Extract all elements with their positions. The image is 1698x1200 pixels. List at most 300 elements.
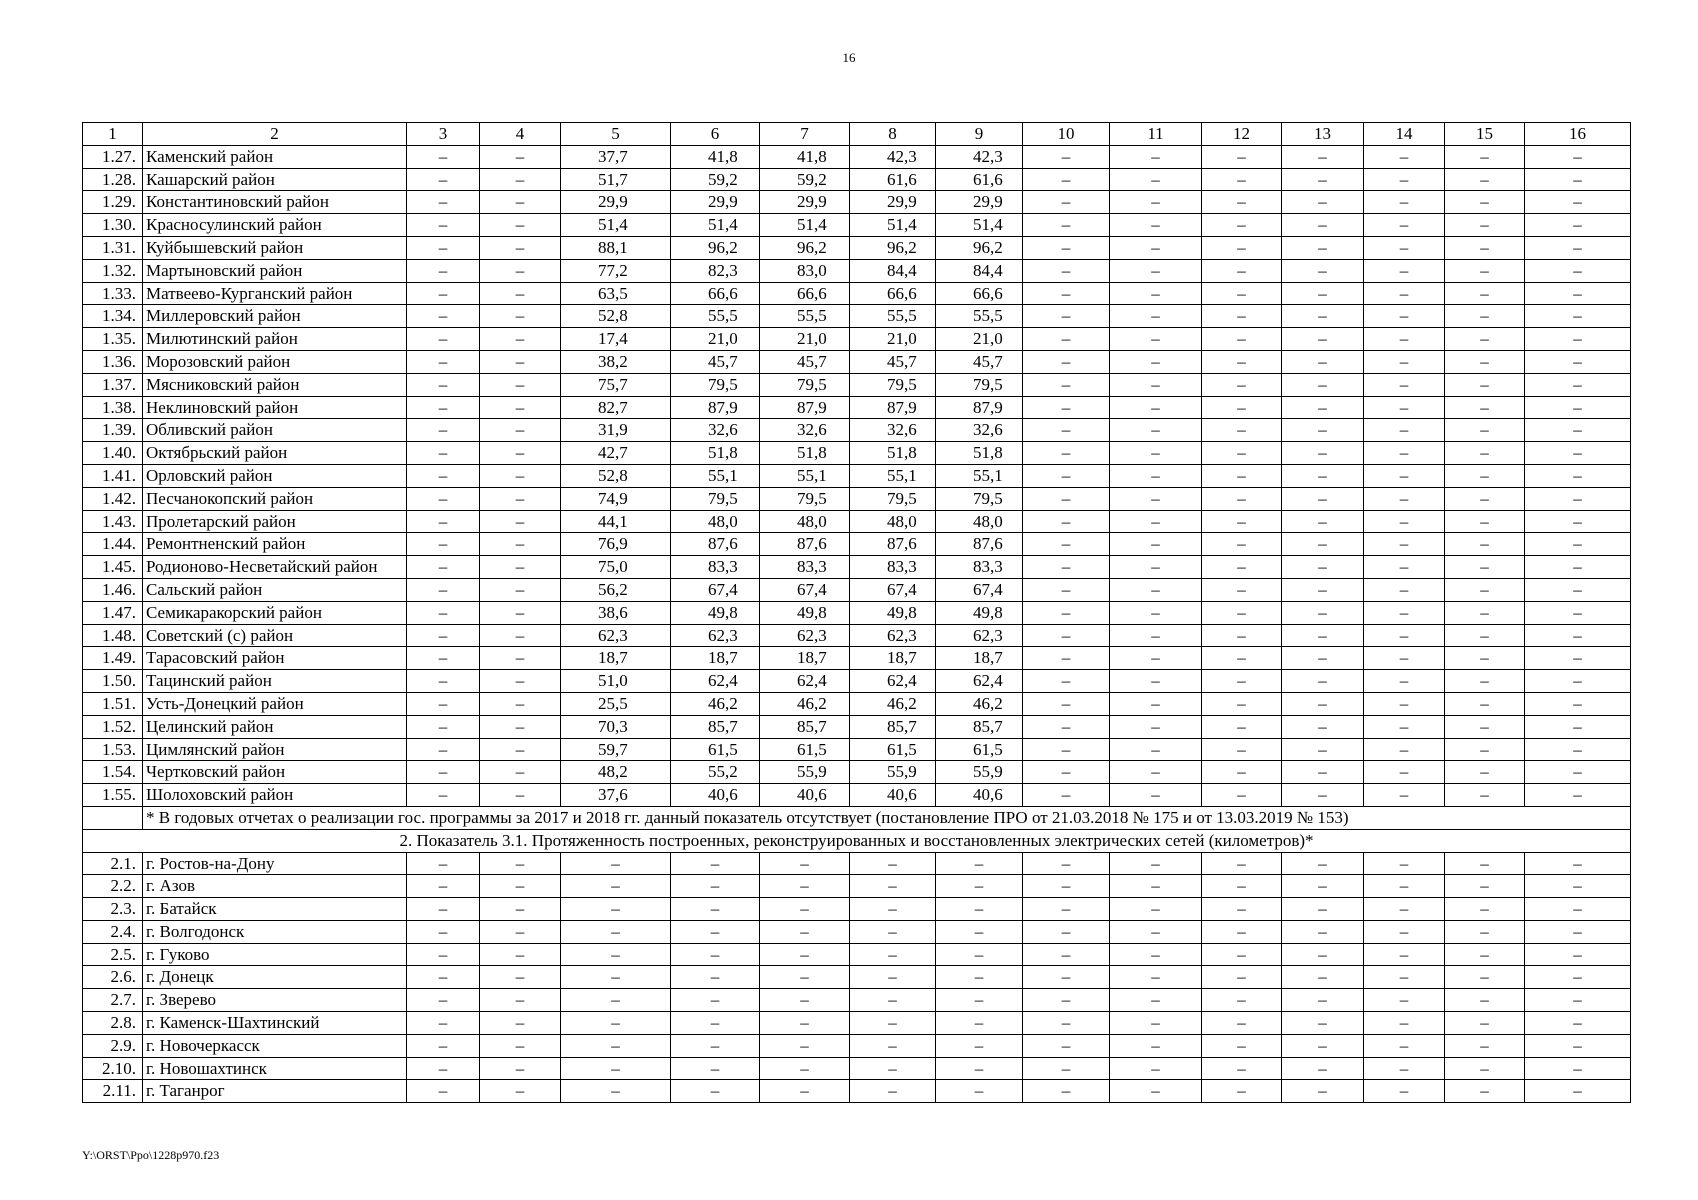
- dash-cell: –: [1525, 1012, 1631, 1035]
- dash-cell: –: [407, 920, 480, 943]
- row-number: 1.30.: [83, 214, 143, 237]
- value-cell: 62,4: [936, 670, 1023, 693]
- dash-cell: –: [1202, 1034, 1282, 1057]
- dash-cell: –: [1023, 487, 1110, 510]
- dash-cell: –: [1202, 556, 1282, 579]
- value-cell: 55,2: [671, 761, 760, 784]
- row-number: 1.40.: [83, 442, 143, 465]
- row-number: 2.1.: [83, 852, 143, 875]
- dash-cell: –: [850, 989, 936, 1012]
- value-cell: 87,9: [671, 396, 760, 419]
- dash-cell: –: [671, 1080, 760, 1103]
- value-cell: 32,6: [671, 419, 760, 442]
- dash-cell: –: [1364, 282, 1445, 305]
- dash-cell: –: [407, 510, 480, 533]
- dash-cell: –: [1445, 943, 1525, 966]
- dash-cell: –: [1202, 601, 1282, 624]
- table-row: [83, 442, 1631, 465]
- dash-cell: –: [1110, 442, 1202, 465]
- value-cell: 18,7: [760, 647, 850, 670]
- dash-cell: –: [1364, 328, 1445, 351]
- dash-cell: –: [1110, 898, 1202, 921]
- value-cell: 83,3: [936, 556, 1023, 579]
- dash-cell: –: [1364, 487, 1445, 510]
- dash-cell: –: [1364, 510, 1445, 533]
- dash-cell: –: [1364, 305, 1445, 328]
- dash-cell: –: [407, 145, 480, 168]
- dash-cell: –: [407, 670, 480, 693]
- table-row: [83, 761, 1631, 784]
- dash-cell: –: [407, 533, 480, 556]
- dash-cell: –: [1525, 647, 1631, 670]
- dash-cell: –: [1525, 282, 1631, 305]
- value-cell: 83,3: [760, 556, 850, 579]
- dash-cell: –: [1525, 305, 1631, 328]
- value-cell: 48,0: [936, 510, 1023, 533]
- dash-cell: –: [1202, 578, 1282, 601]
- dash-cell: –: [1445, 1057, 1525, 1080]
- row-number: 1.31.: [83, 236, 143, 259]
- dash-cell: –: [1364, 624, 1445, 647]
- value-cell: 45,7: [850, 350, 936, 373]
- dash-cell: –: [1445, 396, 1525, 419]
- dash-cell: –: [1023, 670, 1110, 693]
- row-number: 1.35.: [83, 328, 143, 351]
- dash-cell: –: [1445, 852, 1525, 875]
- value-cell: 21,0: [760, 328, 850, 351]
- dash-cell: –: [760, 875, 850, 898]
- table-row: [83, 738, 1631, 761]
- row-name: Орловский район: [143, 464, 407, 487]
- dash-cell: –: [1525, 145, 1631, 168]
- dash-cell: –: [936, 852, 1023, 875]
- value-cell: 59,2: [671, 168, 760, 191]
- dash-cell: –: [1202, 328, 1282, 351]
- column-header: 11: [1110, 123, 1202, 146]
- row-name: г. Волгодонск: [143, 920, 407, 943]
- dash-cell: –: [407, 556, 480, 579]
- table-row: [83, 1080, 1631, 1103]
- value-cell: 87,9: [850, 396, 936, 419]
- dash-cell: –: [1364, 396, 1445, 419]
- dash-cell: –: [1023, 1057, 1110, 1080]
- dash-cell: –: [1445, 282, 1525, 305]
- dash-cell: –: [1445, 624, 1525, 647]
- table-row: [83, 145, 1631, 168]
- dash-cell: –: [1445, 784, 1525, 807]
- dash-cell: –: [1525, 510, 1631, 533]
- dash-cell: –: [480, 738, 561, 761]
- value-cell: 40,6: [671, 784, 760, 807]
- dash-cell: –: [1364, 966, 1445, 989]
- dash-cell: –: [1110, 670, 1202, 693]
- dash-cell: –: [1525, 601, 1631, 624]
- dash-cell: –: [407, 396, 480, 419]
- dash-cell: –: [850, 898, 936, 921]
- value-cell: 48,0: [760, 510, 850, 533]
- column-header: 13: [1282, 123, 1364, 146]
- dash-cell: –: [480, 464, 561, 487]
- value-cell: 38,2: [561, 350, 671, 373]
- dash-cell: –: [407, 898, 480, 921]
- value-cell: 79,5: [850, 373, 936, 396]
- dash-cell: –: [1445, 1012, 1525, 1035]
- row-number: 1.28.: [83, 168, 143, 191]
- dash-cell: –: [480, 487, 561, 510]
- value-cell: 32,6: [850, 419, 936, 442]
- dash-cell: –: [1282, 989, 1364, 1012]
- dash-cell: –: [1110, 852, 1202, 875]
- table-row: [83, 647, 1631, 670]
- row-name: г. Батайск: [143, 898, 407, 921]
- dash-cell: –: [1023, 875, 1110, 898]
- dash-cell: –: [936, 943, 1023, 966]
- value-cell: 48,2: [561, 761, 671, 784]
- dash-cell: –: [671, 989, 760, 1012]
- row-number: 2.4.: [83, 920, 143, 943]
- row-number: 1.46.: [83, 578, 143, 601]
- dash-cell: –: [1364, 1034, 1445, 1057]
- dash-cell: –: [1110, 168, 1202, 191]
- row-number: 2.8.: [83, 1012, 143, 1035]
- value-cell: 79,5: [936, 487, 1023, 510]
- row-name: Октябрьский район: [143, 442, 407, 465]
- dash-cell: –: [407, 350, 480, 373]
- dash-cell: –: [1110, 966, 1202, 989]
- dash-cell: –: [1282, 442, 1364, 465]
- value-cell: 46,2: [936, 692, 1023, 715]
- dash-cell: –: [1525, 966, 1631, 989]
- dash-cell: –: [1364, 784, 1445, 807]
- dash-cell: –: [1110, 1012, 1202, 1035]
- dash-cell: –: [1525, 396, 1631, 419]
- column-header: 2: [143, 123, 407, 146]
- dash-cell: –: [407, 692, 480, 715]
- value-cell: 17,4: [561, 328, 671, 351]
- dash-cell: –: [1023, 989, 1110, 1012]
- row-name: Чертковский район: [143, 761, 407, 784]
- column-header: 14: [1364, 123, 1445, 146]
- value-cell: 62,3: [936, 624, 1023, 647]
- value-cell: 66,6: [671, 282, 760, 305]
- row-number: 1.54.: [83, 761, 143, 784]
- dash-cell: –: [1202, 943, 1282, 966]
- dash-cell: –: [1110, 328, 1202, 351]
- dash-cell: –: [407, 966, 480, 989]
- dash-cell: –: [1525, 168, 1631, 191]
- dash-cell: –: [1525, 419, 1631, 442]
- dash-cell: –: [1023, 556, 1110, 579]
- dash-cell: –: [1445, 373, 1525, 396]
- dash-cell: –: [480, 396, 561, 419]
- value-cell: 21,0: [936, 328, 1023, 351]
- row-name: Кашарский район: [143, 168, 407, 191]
- value-cell: 44,1: [561, 510, 671, 533]
- dash-cell: –: [1202, 1057, 1282, 1080]
- dash-cell: –: [1282, 624, 1364, 647]
- dash-cell: –: [1202, 145, 1282, 168]
- dash-cell: –: [1282, 282, 1364, 305]
- value-cell: 51,8: [850, 442, 936, 465]
- row-name: г. Донецк: [143, 966, 407, 989]
- value-cell: 29,9: [561, 191, 671, 214]
- value-cell: 79,5: [671, 373, 760, 396]
- district-rows: [83, 145, 1631, 806]
- dash-cell: –: [1110, 715, 1202, 738]
- dash-cell: –: [1110, 1057, 1202, 1080]
- dash-cell: –: [1525, 715, 1631, 738]
- dash-cell: –: [1445, 692, 1525, 715]
- column-header: 10: [1023, 123, 1110, 146]
- row-name: г. Новошахтинск: [143, 1057, 407, 1080]
- dash-cell: –: [1364, 578, 1445, 601]
- dash-cell: –: [1525, 738, 1631, 761]
- dash-cell: –: [561, 898, 671, 921]
- dash-cell: –: [1282, 556, 1364, 579]
- row-number: 2.6.: [83, 966, 143, 989]
- value-cell: 82,3: [671, 259, 760, 282]
- dash-cell: –: [561, 989, 671, 1012]
- value-cell: 48,0: [850, 510, 936, 533]
- dash-cell: –: [1445, 556, 1525, 579]
- table-row: [83, 966, 1631, 989]
- table-row: [83, 624, 1631, 647]
- dash-cell: –: [1202, 761, 1282, 784]
- value-cell: 67,4: [760, 578, 850, 601]
- column-header: 4: [480, 123, 561, 146]
- dash-cell: –: [561, 966, 671, 989]
- dash-cell: –: [407, 738, 480, 761]
- dash-cell: –: [407, 578, 480, 601]
- dash-cell: –: [760, 920, 850, 943]
- table-row: [83, 350, 1631, 373]
- dash-cell: –: [1525, 784, 1631, 807]
- dash-cell: –: [1023, 396, 1110, 419]
- dash-cell: –: [407, 1034, 480, 1057]
- dash-cell: –: [1202, 920, 1282, 943]
- dash-cell: –: [1202, 966, 1282, 989]
- value-cell: 55,1: [671, 464, 760, 487]
- row-number: 1.47.: [83, 601, 143, 624]
- dash-cell: –: [480, 510, 561, 533]
- dash-cell: –: [1202, 510, 1282, 533]
- dash-cell: –: [1282, 191, 1364, 214]
- dash-cell: –: [760, 1057, 850, 1080]
- table-row: [83, 373, 1631, 396]
- dash-cell: –: [1202, 1012, 1282, 1035]
- dash-cell: –: [480, 624, 561, 647]
- value-cell: 61,5: [760, 738, 850, 761]
- dash-cell: –: [1364, 259, 1445, 282]
- row-name: Милютинский район: [143, 328, 407, 351]
- table-row: [83, 875, 1631, 898]
- value-cell: 96,2: [850, 236, 936, 259]
- dash-cell: –: [1023, 601, 1110, 624]
- dash-cell: –: [480, 670, 561, 693]
- dash-cell: –: [1110, 1034, 1202, 1057]
- row-name: г. Азов: [143, 875, 407, 898]
- dash-cell: –: [1110, 419, 1202, 442]
- value-cell: 55,9: [850, 761, 936, 784]
- value-cell: 51,8: [936, 442, 1023, 465]
- value-cell: 18,7: [671, 647, 760, 670]
- row-name: г. Новочеркасск: [143, 1034, 407, 1057]
- dash-cell: –: [1364, 670, 1445, 693]
- value-cell: 74,9: [561, 487, 671, 510]
- dash-cell: –: [407, 715, 480, 738]
- dash-cell: –: [1202, 396, 1282, 419]
- dash-cell: –: [1110, 282, 1202, 305]
- dash-cell: –: [1282, 350, 1364, 373]
- value-cell: 41,8: [760, 145, 850, 168]
- table-row: [83, 1057, 1631, 1080]
- dash-cell: –: [407, 191, 480, 214]
- value-cell: 59,2: [760, 168, 850, 191]
- row-number: 1.55.: [83, 784, 143, 807]
- table-row: [83, 191, 1631, 214]
- value-cell: 67,4: [936, 578, 1023, 601]
- table-row: [83, 989, 1631, 1012]
- row-name: Родионово-Несветайский район: [143, 556, 407, 579]
- dash-cell: –: [1525, 259, 1631, 282]
- dash-cell: –: [671, 966, 760, 989]
- dash-cell: –: [1282, 464, 1364, 487]
- dash-cell: –: [1364, 1012, 1445, 1035]
- column-header: 5: [561, 123, 671, 146]
- value-cell: 25,5: [561, 692, 671, 715]
- dash-cell: –: [1110, 373, 1202, 396]
- row-name: Тарасовский район: [143, 647, 407, 670]
- row-name: Сальский район: [143, 578, 407, 601]
- dash-cell: –: [1364, 533, 1445, 556]
- dash-cell: –: [480, 236, 561, 259]
- dash-cell: –: [480, 989, 561, 1012]
- row-number: 1.34.: [83, 305, 143, 328]
- value-cell: 32,6: [760, 419, 850, 442]
- value-cell: 85,7: [850, 715, 936, 738]
- dash-cell: –: [407, 852, 480, 875]
- table-row: [83, 464, 1631, 487]
- dash-cell: –: [480, 282, 561, 305]
- dash-cell: –: [1110, 191, 1202, 214]
- dash-cell: –: [1110, 875, 1202, 898]
- value-cell: 61,5: [671, 738, 760, 761]
- value-cell: 79,5: [671, 487, 760, 510]
- value-cell: 40,6: [760, 784, 850, 807]
- dash-cell: –: [1202, 305, 1282, 328]
- dash-cell: –: [1023, 168, 1110, 191]
- row-number: 1.49.: [83, 647, 143, 670]
- row-number: 1.33.: [83, 282, 143, 305]
- dash-cell: –: [1445, 715, 1525, 738]
- dash-cell: –: [1282, 396, 1364, 419]
- value-cell: 45,7: [936, 350, 1023, 373]
- dash-cell: –: [1202, 784, 1282, 807]
- dash-cell: –: [480, 533, 561, 556]
- value-cell: 51,4: [850, 214, 936, 237]
- dash-cell: –: [1364, 145, 1445, 168]
- value-cell: 46,2: [760, 692, 850, 715]
- dash-cell: –: [480, 920, 561, 943]
- dash-cell: –: [760, 1012, 850, 1035]
- dash-cell: –: [1282, 715, 1364, 738]
- row-number: 1.53.: [83, 738, 143, 761]
- value-cell: 42,7: [561, 442, 671, 465]
- dash-cell: –: [1202, 989, 1282, 1012]
- value-cell: 51,8: [760, 442, 850, 465]
- dash-cell: –: [1023, 1012, 1110, 1035]
- value-cell: 88,1: [561, 236, 671, 259]
- value-cell: 55,5: [760, 305, 850, 328]
- dash-cell: –: [407, 943, 480, 966]
- dash-cell: –: [671, 1057, 760, 1080]
- dash-cell: –: [1525, 989, 1631, 1012]
- dash-cell: –: [480, 943, 561, 966]
- value-cell: 85,7: [671, 715, 760, 738]
- dash-cell: –: [1110, 738, 1202, 761]
- dash-cell: –: [480, 578, 561, 601]
- value-cell: 37,6: [561, 784, 671, 807]
- dash-cell: –: [1110, 556, 1202, 579]
- dash-cell: –: [760, 943, 850, 966]
- dash-cell: –: [1202, 350, 1282, 373]
- dash-cell: –: [1282, 670, 1364, 693]
- table-row: [83, 601, 1631, 624]
- dash-cell: –: [1110, 920, 1202, 943]
- dash-cell: –: [1364, 556, 1445, 579]
- dash-cell: –: [480, 305, 561, 328]
- dash-cell: –: [936, 898, 1023, 921]
- dash-cell: –: [1445, 920, 1525, 943]
- dash-cell: –: [1023, 442, 1110, 465]
- dash-cell: –: [671, 875, 760, 898]
- dash-cell: –: [1364, 852, 1445, 875]
- dash-cell: –: [1110, 464, 1202, 487]
- footnote-empty-cell: [83, 806, 143, 829]
- dash-cell: –: [1364, 715, 1445, 738]
- dash-cell: –: [1445, 647, 1525, 670]
- dash-cell: –: [480, 191, 561, 214]
- dash-cell: –: [1445, 875, 1525, 898]
- dash-cell: –: [1445, 601, 1525, 624]
- value-cell: 87,6: [850, 533, 936, 556]
- dash-cell: –: [1445, 761, 1525, 784]
- dash-cell: –: [407, 282, 480, 305]
- dash-cell: –: [1525, 533, 1631, 556]
- dash-cell: –: [1525, 328, 1631, 351]
- dash-cell: –: [1202, 692, 1282, 715]
- dash-cell: –: [407, 214, 480, 237]
- value-cell: 70,3: [561, 715, 671, 738]
- dash-cell: –: [936, 920, 1023, 943]
- dash-cell: –: [480, 373, 561, 396]
- dash-cell: –: [1110, 305, 1202, 328]
- dash-cell: –: [1525, 578, 1631, 601]
- dash-cell: –: [407, 168, 480, 191]
- dash-cell: –: [1110, 578, 1202, 601]
- row-name: г. Зверево: [143, 989, 407, 1012]
- value-cell: 45,7: [671, 350, 760, 373]
- dash-cell: –: [1525, 442, 1631, 465]
- row-number: 1.27.: [83, 145, 143, 168]
- value-cell: 46,2: [671, 692, 760, 715]
- value-cell: 83,3: [671, 556, 760, 579]
- row-name: Семикаракорский район: [143, 601, 407, 624]
- dash-cell: –: [1110, 989, 1202, 1012]
- row-number: 1.51.: [83, 692, 143, 715]
- dash-cell: –: [1202, 282, 1282, 305]
- dash-cell: –: [1202, 191, 1282, 214]
